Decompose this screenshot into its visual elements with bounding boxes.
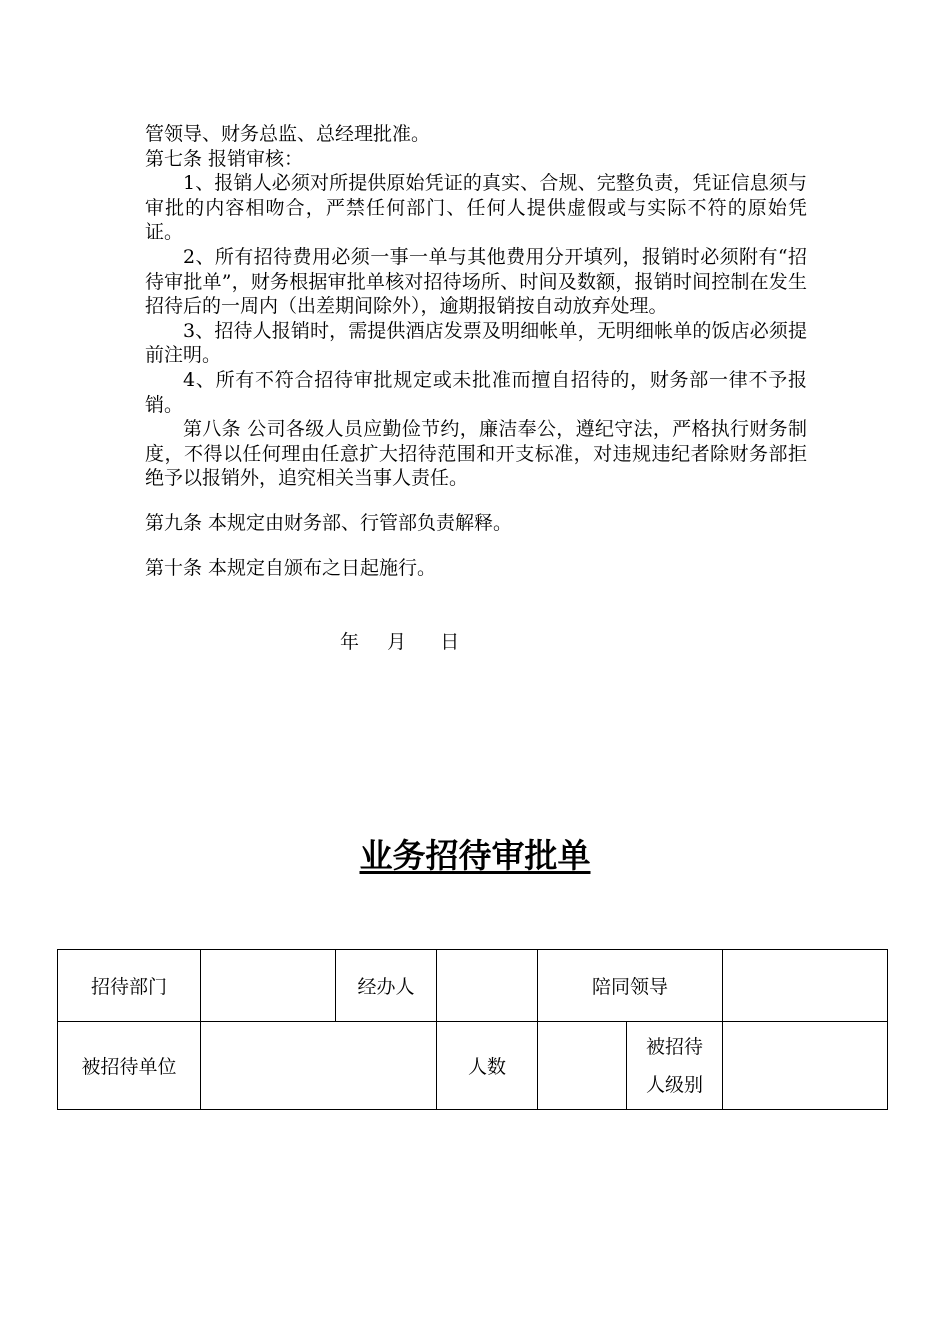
paragraph-article-10: 第十条 本规定自颁布之日起施行。: [145, 556, 437, 579]
paragraph-article-7-item-4: 4、所有不符合招待审批规定或未批准而擅自招待的，财务部一律不予报销。: [145, 368, 807, 416]
count-label: 人数: [437, 1022, 538, 1110]
paragraph-article-7-item-3: 3、招待人报销时，需提供酒店发票及明细帐单，无明细帐单的饭店必须提前注明。: [145, 319, 807, 367]
handler-value-cell[interactable]: [437, 950, 538, 1022]
paragraph-article-8: 第八条 公司各级人员应勤俭节约，廉洁奉公，遵纪守法，严格执行财务制度，不得以任何理由任意扩大招待范围和开支标准，对违规违纪者除财务部拒绝予以报销外，追究相关当事人责任。: [145, 418, 807, 490]
date-line: [340, 630, 459, 654]
handler-label: 经办人: [336, 950, 437, 1022]
date-year: 年: [340, 631, 360, 653]
guest-unit-value-cell[interactable]: [201, 1022, 437, 1110]
date-day: 日: [440, 631, 460, 653]
paragraph-article-9: 第九条 本规定由财务部、行管部负责解释。: [145, 511, 513, 534]
paragraph-approval-continuation: 管领导、财务总监、总经理批准。: [145, 123, 431, 145]
form-title-text: 业务招待审批单: [359, 836, 591, 875]
leader-value-cell[interactable]: [723, 950, 888, 1022]
guest-level-label-line-1: 被招待: [646, 1035, 704, 1058]
table-row: [58, 1022, 888, 1110]
regulation-text: [145, 122, 807, 580]
paragraph-article-7-item-1: 1、报销人必须对所提供原始凭证的真实、合规、完整负责，凭证信息须与审批的内容相吻合，严禁任何部门、任何人提供虚假或与实际不符的原始凭证。: [145, 172, 807, 244]
table-row: [58, 950, 888, 1022]
dept-label: 招待部门: [58, 950, 201, 1022]
guest-level-value-cell[interactable]: [723, 1022, 888, 1110]
count-value-cell[interactable]: [538, 1022, 627, 1110]
guest-level-label-line-2: 人级别: [646, 1073, 704, 1096]
approval-form-table: [57, 949, 888, 1110]
guest-level-label: [627, 1022, 723, 1110]
guest-unit-label: 被招待单位: [58, 1022, 201, 1110]
leader-label: 陪同领导: [538, 950, 723, 1022]
dept-value-cell[interactable]: [201, 950, 336, 1022]
paragraph-article-7-item-2: 2、所有招待费用必须一事一单与其他费用分开填列，报销时必须附有“招待审批单”，财务根据审批单核对招待场所、时间及数额，报销时间控制在发生招待后的一周内（出差期间除外），逾期报销按自动放弃处理。: [145, 245, 807, 318]
paragraph-article-7-heading: 第七条 报销审核：: [145, 147, 304, 170]
form-title: [0, 832, 950, 880]
date-month: 月: [387, 631, 407, 653]
